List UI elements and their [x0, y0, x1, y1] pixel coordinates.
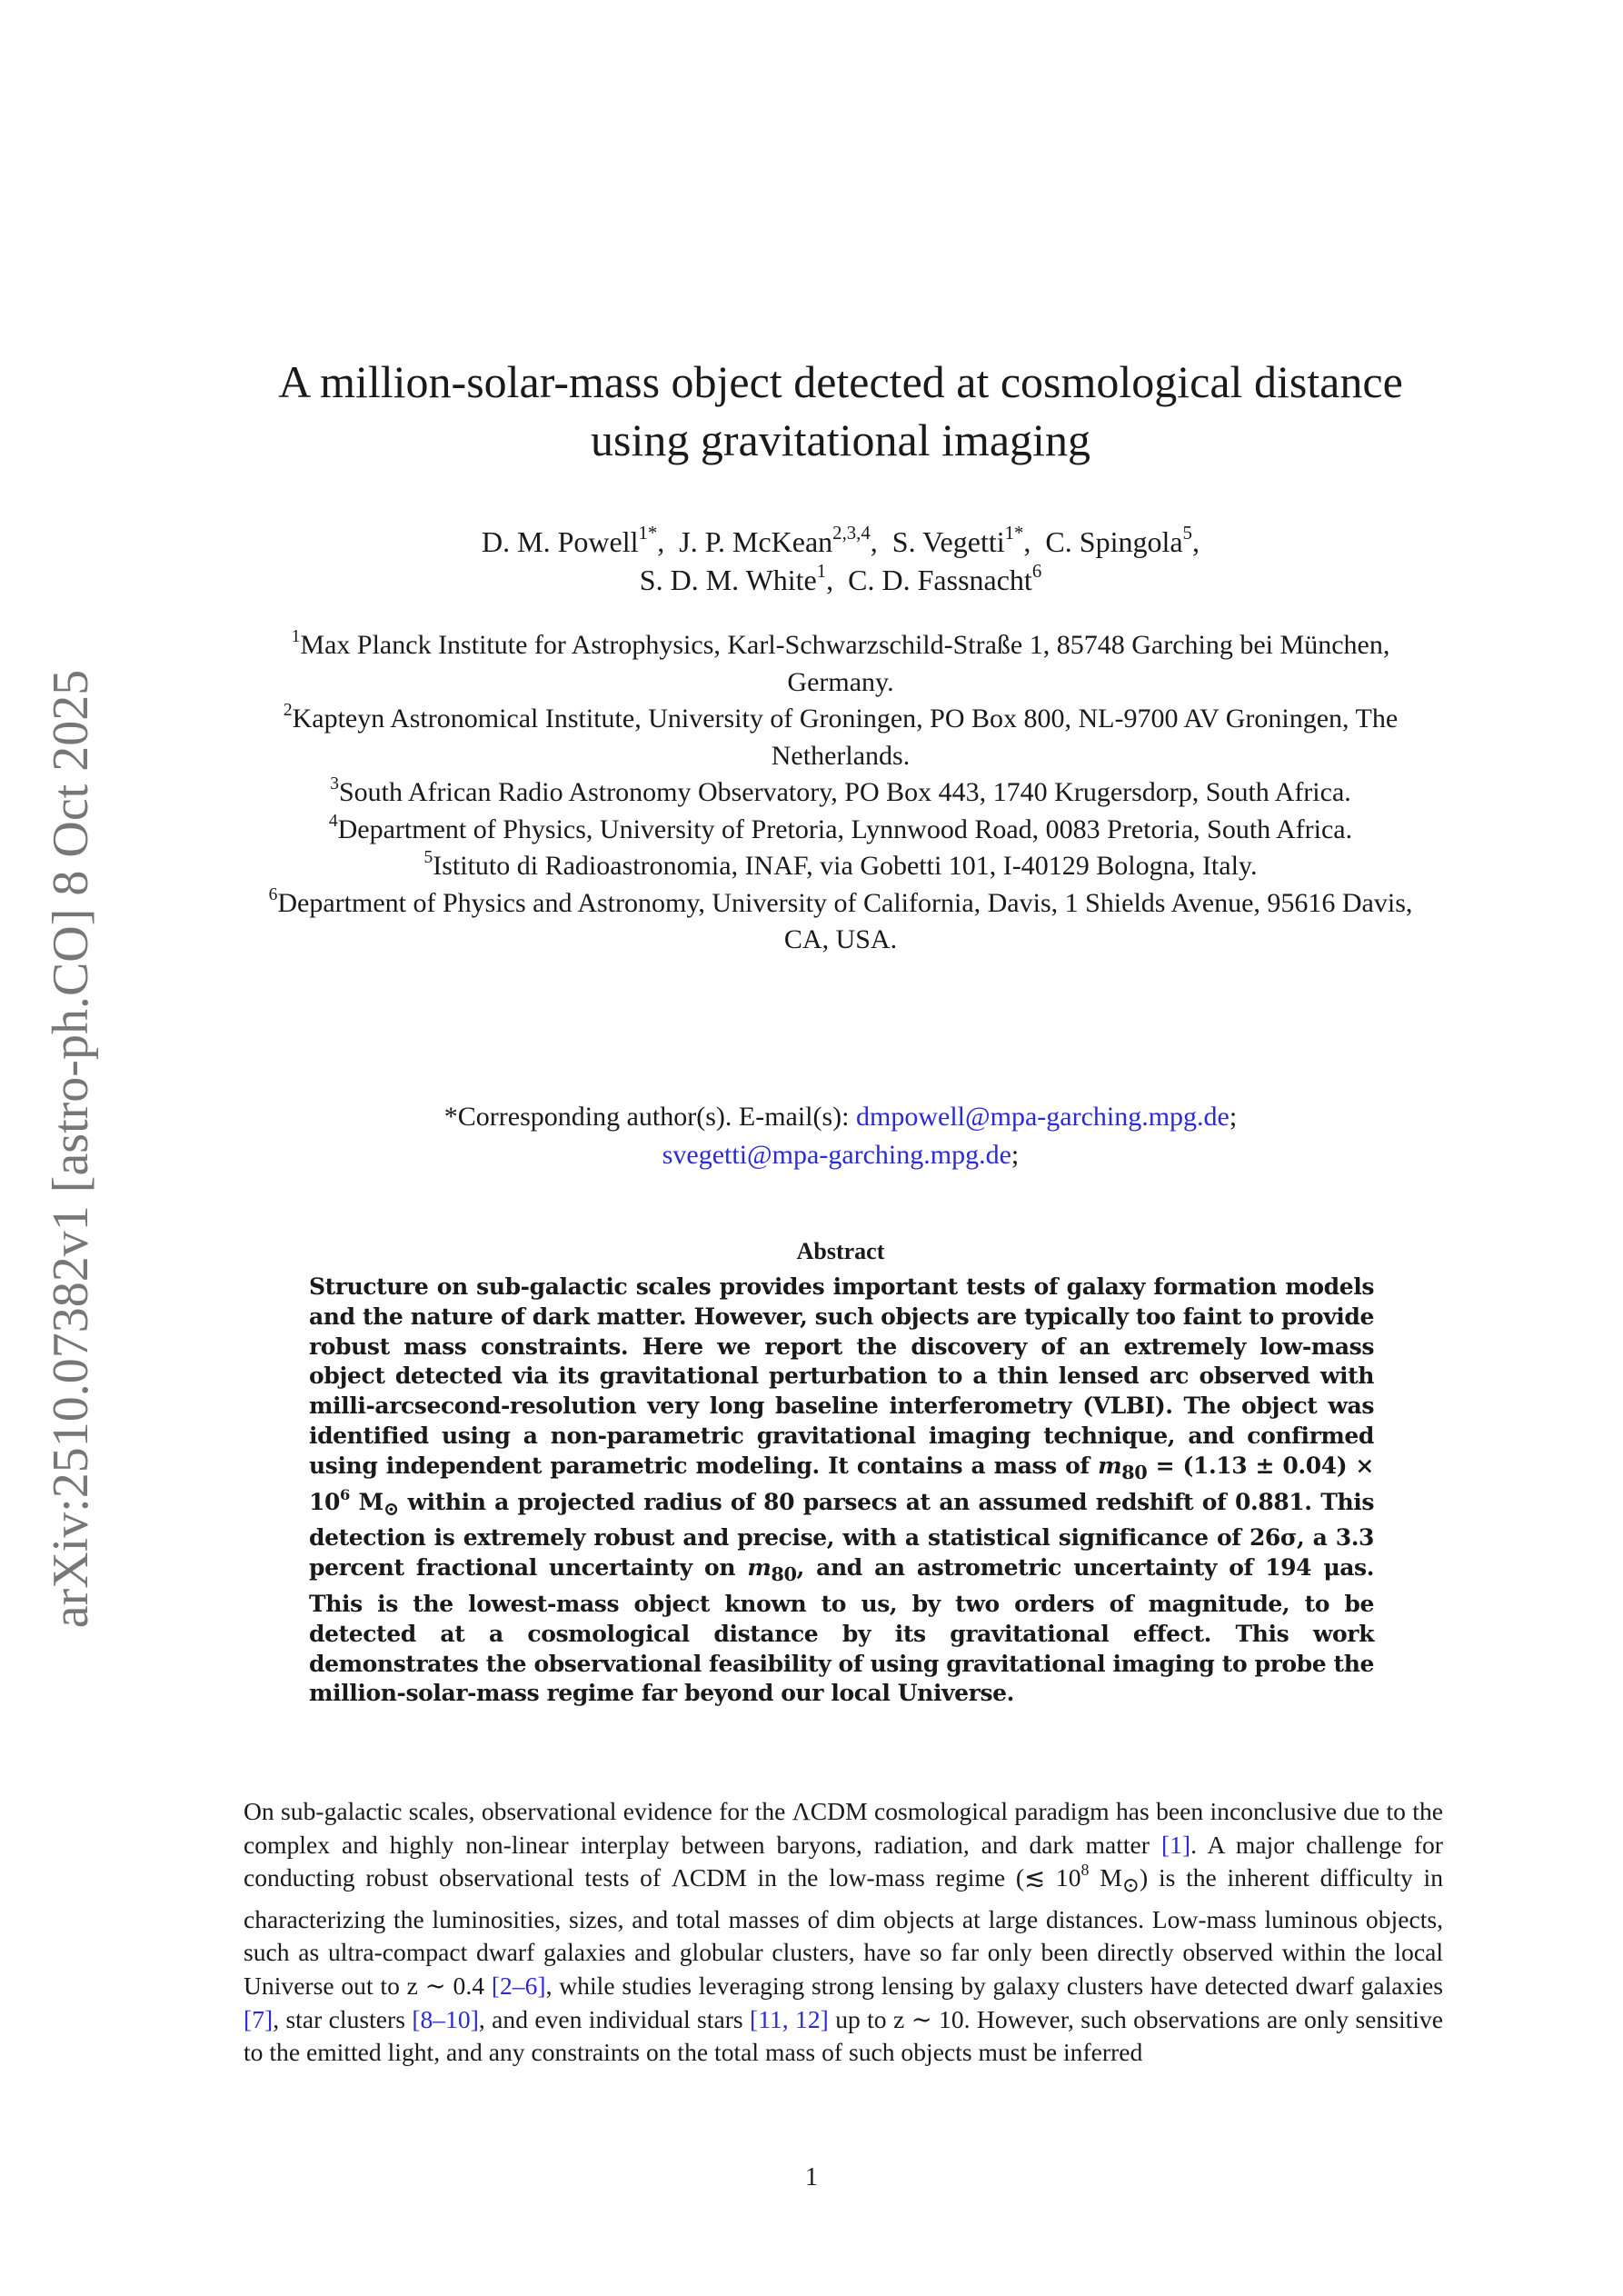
abstract-text: Structure on sub-galactic scales provides important tests of galaxy formation models and the nature of dark matter. However, such objects are typically too faint to provide robust mass constraints. Here we report the discovery of an extremely low-mass object detected via its gravitational perturbation to a thin lensed arc observed with milli-arcsecond-resolution very long baseline interferometry (VLBI). The object was identified using a non-parametric gravitational imaging technique, and confirmed using independent parametric modeling. It contains a mass of $m_{80} = (1.13 \pm 0.04) \times 10^6$ $M_⊙$ within a projected radius of 80 parsecs at an assumed redshift of 0.881. This detection is extremely robust and precise, with a statistical significance of 26σ, a 3.3 percent fractional uncertainty on $m_{80}$, and an astrometric uncertainty of 194 μas. This is the lowest-mass object known to us, by two orders of magnitude, to be detected at a cosmological distance by its gravitational effect. This work demonstrates the observational feasibility of using gravitational imaging to probe the million-solar-mass regime far beyond our local Universe. — [309, 1273, 1375, 1707]
body-paragraph: On sub-galactic scales, observational evidence for the ΛCDM cosmological paradigm has been inconclusive due to the complex and highly non-linear interplay between baryons, radiation, and dark matter [1]. A major challenge for conducting robust observational tests of ΛCDM in the low-mass regime (≲ $10^8$ $M_⊙$) is the inherent difficulty in characterizing the luminosities, sizes, and total masses of dim objects at large distances. Low-mass luminous objects, such as ultra-compact dwarf galaxies and globular clusters, have so far only been directly observed within the local Universe out to z ∼ 0.4 [2–6], while studies leveraging strong lensing by galaxy clusters have detected dwarf galaxies [7], star clusters [8–10], and even individual stars [11, 12] up to z ∼ 10. However, such observations are only sensitive to the emitted light, and any constraints on the total mass of such objects must be inferred — [244, 1797, 1444, 2067]
email-link-vegetti[interactable]: svegetti@mpa-garching.mpg.de — [662, 1140, 1011, 1170]
citation-link[interactable]: [1] — [1160, 1830, 1191, 1859]
affiliation: $^5$Istituto di Radioastronomia, INAF, via Gobetti 101, I-40129 Bologna, Italy. — [423, 848, 1258, 881]
author: D. M. Powell$^{1*}$, — [482, 523, 665, 558]
citation-link[interactable]: [11, 12] — [750, 2004, 829, 2033]
arxiv-identifier-stamp: arXiv:2510.07382v1 [astro-ph.CO] 8 Oct 2025 — [43, 669, 99, 1629]
paper-title: A million-solar-mass object detected at cosmological distance using gravitational imaging — [278, 356, 1403, 465]
affiliation: $^6$Department of Physics and Astronomy, University of California, Davis, 1 Shields Avenue, 95616 Davis, CA, USA. — [268, 884, 1413, 954]
citation-link[interactable]: [8–10] — [412, 2004, 479, 2033]
author: J. P. McKean$^{2,3,4}$, — [679, 523, 878, 558]
author: S. Vegetti$^{1*}$, — [891, 523, 1031, 558]
page-number: 1 — [805, 2163, 818, 2191]
affiliation: $^3$South African Radio Astronomy Observatory, PO Box 443, 1740 Krugersdorp, South Africa. — [330, 774, 1351, 807]
email-link-powell[interactable]: dmpowell@mpa-garching.mpg.de — [856, 1102, 1230, 1132]
affiliation: $^4$Department of Physics, University of Pretoria, Lynnwood Road, 0083 Pretoria, South Africa. — [328, 811, 1353, 844]
affiliation-list — [264, 627, 1418, 959]
corresponding-authors: *Corresponding author(s). E-mail(s): dmpowell@mpa-garching.mpg.de; svegetti@mpa-garching.mpg.de; — [443, 1102, 1238, 1170]
affiliation: $^1$Max Planck Institute for Astrophysics, Karl-Schwarzschild-Straße 1, 85748 Garching bei München, Germany. — [291, 627, 1390, 697]
citation-link[interactable]: [2–6] — [491, 1972, 546, 2001]
abstract-heading: Abstract — [796, 1238, 885, 1264]
affiliation: $^2$Kapteyn Astronomical Institute, University of Groningen, PO Box 800, NL-9700 AV Groningen, The Netherlands. — [283, 701, 1399, 771]
author: C. D. Fassnacht$^6$ — [848, 561, 1042, 596]
author: C. Spingola$^5$, — [1045, 523, 1200, 558]
author-list — [254, 523, 1427, 599]
author: S. D. M. White$^1$, — [639, 561, 834, 596]
citation-link[interactable]: [7] — [244, 2004, 274, 2033]
